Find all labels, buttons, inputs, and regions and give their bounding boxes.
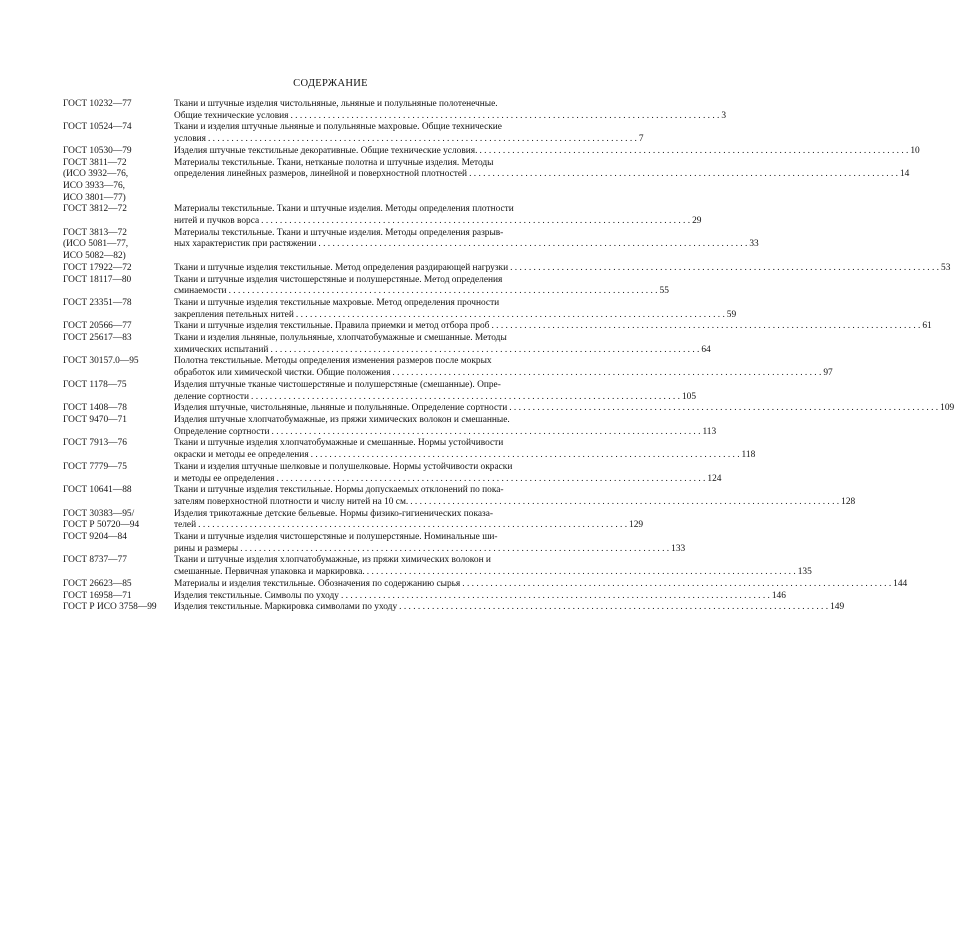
- entry-title: [174, 438, 755, 461]
- title-line: сминаемости: [174, 286, 227, 297]
- leader-dots: [294, 310, 727, 322]
- standard-code: ГОСТ 25617—83: [63, 333, 132, 344]
- toc-entry: [63, 485, 856, 508]
- entry-title: [174, 509, 643, 532]
- standard-code: ГОСТ 9204—84: [63, 532, 127, 543]
- standard-code: ГОСТ 3813—72 (ИСО 5081—77, ИСО 5082—82): [63, 227, 129, 262]
- page-number: 3: [721, 110, 727, 121]
- page-number: 128: [841, 496, 856, 507]
- title-last-line: [174, 474, 721, 486]
- title-last-line: [174, 602, 844, 614]
- page-number: 53: [941, 262, 951, 273]
- title-line: Изделия текстильные. Символы по уходу: [174, 590, 339, 601]
- standard-code: ГОСТ 7779—75: [63, 461, 127, 472]
- toc-entry: [63, 508, 644, 532]
- title-last-line: [174, 368, 833, 380]
- page-number: 33: [749, 239, 759, 250]
- standard-code: ГОСТ 8737—77: [63, 555, 127, 566]
- title-last-line: [174, 134, 644, 146]
- page-number: 144: [893, 578, 908, 589]
- standard-code: ГОСТ 17922—72: [63, 262, 132, 273]
- leader-dots: [477, 146, 910, 158]
- entry-title: [174, 204, 701, 227]
- entry-title: [174, 555, 812, 578]
- toc-entry: [63, 262, 951, 275]
- toc-entry: [63, 555, 812, 578]
- page-number: 10: [910, 145, 920, 156]
- toc-entry: [63, 321, 932, 333]
- leader-dots: [196, 520, 629, 532]
- leader-dots: [309, 450, 742, 462]
- title-line: Ткани и штучные изделия чистошерстяные и полушерстяные. Метод определения: [174, 274, 503, 285]
- standard-code: ГОСТ 10641—88: [63, 485, 132, 496]
- page-number: 129: [629, 520, 644, 531]
- leader-dots: [390, 368, 823, 380]
- toc-entry: [63, 274, 669, 298]
- title-line: Материалы текстильные. Ткани и штучные изделия. Методы определения разрыв-: [174, 227, 504, 238]
- entry-title: [174, 485, 855, 508]
- leader-dots: [249, 392, 682, 404]
- title-last-line: [174, 169, 909, 181]
- title-last-line: [174, 286, 669, 298]
- standard-code: ГОСТ 30157.0—95: [63, 356, 139, 367]
- leader-dots: [365, 567, 798, 579]
- standard-code: ГОСТ 7913—76: [63, 438, 127, 449]
- entry-title: [174, 591, 786, 603]
- leader-dots: [508, 263, 941, 275]
- title-line: рины и размеры: [174, 543, 239, 554]
- page-number: 133: [671, 543, 686, 554]
- standard-code: ГОСТ 9470—71: [63, 414, 127, 425]
- toc-entry: [63, 461, 722, 485]
- toc-entry: [63, 157, 910, 205]
- title-last-line: [174, 392, 696, 404]
- leader-dots: [397, 602, 830, 614]
- entry-title: [174, 356, 833, 379]
- standard-code: ГОСТ 26623—85: [63, 578, 132, 589]
- title-line: окраски и методы ее определения: [174, 450, 309, 461]
- title-last-line: [174, 427, 716, 439]
- standard-code: ГОСТ Р ИСО 3758—99: [63, 602, 157, 613]
- page-number: 55: [659, 286, 669, 297]
- entry-title: [174, 380, 696, 403]
- toc-entry: [63, 379, 697, 403]
- toc-entry: [63, 403, 954, 415]
- title-line: Изделия штучные тканые чистошерстяные и полушерстяные (смешанные). Опре-: [174, 379, 501, 390]
- title-line: обработок или химической чистки. Общие положения: [174, 368, 391, 379]
- title-line: Изделия штучные текстильные декоративные. Общие технические условия.: [174, 145, 478, 156]
- leader-dots: [507, 403, 940, 415]
- title-last-line: [174, 520, 643, 532]
- leader-dots: [316, 239, 749, 251]
- title-last-line: [174, 403, 954, 415]
- toc-entry: [63, 122, 644, 145]
- title-line: Полотна текстильные. Методы определения изменения размеров после мокрых: [174, 356, 492, 367]
- entry-title: [174, 579, 907, 591]
- title-line: Изделия штучные хлопчатобумажные, из пряжи химических волокон и смешанные.: [174, 414, 510, 425]
- toc-entry: [63, 333, 711, 356]
- title-line: зателям поверхностной плотности и числу нитей на 10 см.: [174, 496, 409, 507]
- title-line: Ткани и штучные изделия текстильные. Правила приемки и метод отбора проб: [174, 321, 490, 332]
- entry-title: [174, 532, 685, 555]
- title-line: Ткани и изделия штучные шелковые и полушелковые. Нормы устойчивости окраски: [174, 461, 513, 472]
- page-number: 113: [702, 426, 717, 437]
- toc-entry: [63, 414, 717, 438]
- leader-dots: [339, 591, 772, 603]
- entry-title: [174, 403, 954, 415]
- leader-dots: [206, 134, 639, 146]
- leader-dots: [259, 216, 692, 228]
- title-line: и методы ее определения: [174, 473, 275, 484]
- page-number: 118: [741, 450, 756, 461]
- toc-entry: [63, 590, 786, 603]
- title-last-line: [174, 239, 759, 251]
- page-number: 7: [638, 134, 644, 145]
- page-number: 29: [692, 216, 702, 227]
- title-last-line: [174, 345, 711, 357]
- standard-code: ГОСТ 18117—80: [63, 274, 132, 285]
- toc-entry: [63, 578, 908, 591]
- toc-entry: [63, 99, 727, 122]
- title-line: Ткани и изделия штучные льняные и полульняные махровые. Общие технические: [174, 122, 502, 133]
- entry-title: [174, 146, 920, 158]
- page-number: 61: [922, 321, 932, 332]
- title-line: Ткани и штучные изделия текстильные. Нормы допускаемых отклонений по пока-: [174, 485, 504, 496]
- title-line: телей: [174, 520, 197, 531]
- title-line: Материалы и изделия текстильные. Обозначения по содержанию сырья: [174, 578, 461, 589]
- page-number: 59: [726, 309, 737, 320]
- standard-code: ГОСТ 20566—77: [63, 321, 132, 332]
- title-line: Ткани и штучные изделия текстильные махровые. Метод определения прочности: [174, 297, 500, 308]
- entry-title: [174, 99, 726, 122]
- standard-code: ГОСТ 16958—71: [63, 590, 132, 601]
- title-last-line: [174, 497, 855, 509]
- title-line: условия: [174, 134, 206, 145]
- page-number: 124: [707, 473, 722, 484]
- title-last-line: [174, 450, 755, 462]
- title-line: Материалы текстильные. Ткани, нетканые полотна и штучные изделия. Методы: [174, 157, 494, 168]
- standard-code: ГОСТ 3812—72: [63, 204, 127, 215]
- toc-entry: [63, 227, 759, 263]
- title-line: Изделия трикотажные детские бельевые. Нормы физико-гигиенических показа-: [174, 508, 494, 519]
- leader-dots: [274, 474, 707, 486]
- title-last-line: [174, 146, 920, 158]
- leader-dots: [238, 544, 671, 556]
- leader-dots: [467, 169, 900, 181]
- entry-title: [174, 333, 711, 356]
- title-last-line: [174, 216, 701, 228]
- entry-title: [174, 321, 932, 333]
- title-line: Ткани и штучные изделия хлопчатобумажные, из пряжи химических волокон и: [174, 555, 491, 566]
- entry-title: [174, 602, 844, 614]
- title-line: закрепления петельных нитей: [174, 309, 294, 320]
- leader-dots: [270, 427, 703, 439]
- title-line: Ткани и штучные изделия чистошерстяные и полушерстяные. Номинальные ши-: [174, 532, 498, 543]
- entry-title: [174, 228, 759, 263]
- leader-dots: [489, 321, 922, 333]
- title-line: Общие технические условия: [174, 110, 289, 121]
- entry-title: [174, 298, 736, 321]
- title-line: смешанные. Первичная упаковка и маркировка.: [174, 567, 365, 578]
- leader-dots: [268, 345, 701, 357]
- title-last-line: [174, 321, 932, 333]
- page-number: 14: [899, 169, 910, 180]
- title-last-line: [174, 310, 736, 322]
- title-line: нитей и пучков ворса: [174, 216, 260, 227]
- title-last-line: [174, 567, 812, 579]
- standard-code: ГОСТ 1178—75: [63, 379, 127, 390]
- title-line: ных характеристик при растяжении: [174, 239, 317, 250]
- entry-title: [174, 122, 644, 145]
- leader-dots: [460, 579, 893, 591]
- standard-code: ГОСТ 10530—79: [63, 145, 132, 156]
- page-number: 105: [681, 391, 697, 402]
- title-line: Определение сортности: [174, 426, 270, 437]
- title-line: Ткани и штучные изделия текстильные. Метод определения раздирающей нагрузки: [174, 262, 509, 273]
- standard-code: ГОСТ 3811—72 (ИСО 3932—76, ИСО 3933—76, ИСО 3801—77): [63, 157, 129, 203]
- page-number: 146: [771, 590, 786, 601]
- standard-code: ГОСТ 10232—77: [63, 99, 132, 109]
- title-line: Материалы текстильные. Ткани и штучные изделия. Методы определения плотности: [174, 204, 514, 215]
- toc-entry: [63, 438, 756, 461]
- title-line: определения линейных размеров, линейной и поверхностной плотностей: [174, 169, 468, 180]
- toc-entry: [63, 145, 920, 158]
- toc-entry: [63, 297, 737, 321]
- standard-code: ГОСТ 10524—74: [63, 122, 132, 133]
- title-last-line: [174, 579, 907, 591]
- title-last-line: [174, 111, 726, 123]
- standard-code: ГОСТ 1408—78: [63, 403, 127, 414]
- leader-dots: [288, 111, 721, 123]
- page-number: 109: [940, 403, 954, 414]
- title-line: Ткани и изделия льняные, полульняные, хлопчатобумажные и смешанные. Методы: [174, 333, 507, 344]
- title-last-line: [174, 591, 786, 603]
- title-line: Изделия штучные, чистольняные, льняные и полульняные. Определение сортности: [174, 403, 508, 414]
- page-number: 97: [823, 368, 833, 379]
- page-number: 149: [830, 602, 845, 613]
- entry-title: [174, 275, 669, 298]
- toc-entry: [63, 532, 686, 555]
- toc-entry: [63, 204, 702, 227]
- page-number: 64: [701, 344, 711, 355]
- standard-code: ГОСТ 30383—95/ ГОСТ Р 50720—94: [63, 508, 140, 531]
- toc-entry: [63, 356, 833, 379]
- entry-title: [174, 263, 950, 275]
- page-title: СОДЕРЖАНИЕ: [293, 78, 368, 89]
- title-line: Ткани и штучные изделия чистольняные, льняные и полульняные полотенечные.: [174, 99, 498, 109]
- leader-dots: [408, 497, 841, 509]
- title-line: Изделия текстильные. Маркировка символами по уходу: [174, 602, 398, 613]
- title-line: химических испытаний: [174, 344, 269, 355]
- leader-dots: [227, 286, 660, 298]
- table-of-contents: [63, 99, 954, 614]
- standard-code: ГОСТ 23351—78: [63, 297, 132, 308]
- page-number: 135: [797, 567, 812, 578]
- title-last-line: [174, 544, 685, 556]
- title-line: Ткани и штучные изделия хлопчатобумажные и смешанные. Нормы устойчивости: [174, 438, 504, 449]
- entry-title: [174, 415, 716, 438]
- title-last-line: [174, 263, 950, 275]
- entry-title: [174, 158, 909, 205]
- entry-title: [174, 462, 721, 485]
- title-line: деление сортности: [174, 391, 250, 402]
- toc-entry: [63, 602, 845, 614]
